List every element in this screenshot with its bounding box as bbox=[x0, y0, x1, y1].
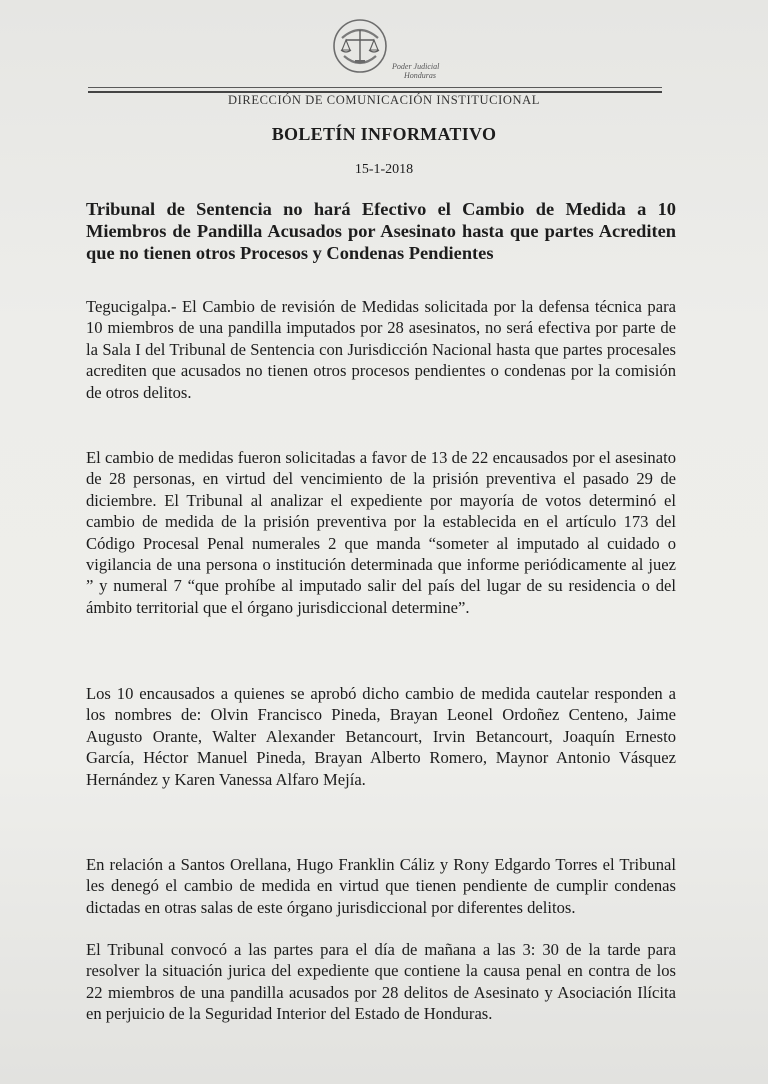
department-name: DIRECCIÓN DE COMUNICACIÓN INSTITUCIONAL bbox=[228, 93, 540, 107]
logo-caption-line1: Poder Judicial bbox=[392, 62, 440, 71]
article-paragraph-2: El cambio de medidas fueron solicitadas a favor de 13 de 22 encausados por el asesinato de 28 personas, en virtud del vencimiento de la prisión preventiva el pasado 29 de diciembre. El Tribunal al analizar el expediente por mayoría de votos determinó el cambio de medida de la prisión preventiva por la establecida en el artículo 173 del Código Procesal Penal numerales 2 que manda “someter al imputado al cuidado o vigilancia de una persona o institución determinada que informe periódicamente al juez ” y numeral 7 “que prohíbe al imputado salir del país del lugar de su residencia o del ámbito territorial que el órgano jurisdiccional determine”. bbox=[86, 448, 676, 617]
judicial-scales-icon bbox=[330, 16, 390, 78]
bulletin-title: BOLETÍN INFORMATIVO bbox=[271, 124, 497, 144]
bulletin-date: 15-1-2018 bbox=[354, 162, 414, 177]
logo-caption-line2: Honduras bbox=[404, 71, 437, 80]
article-paragraph-3: Los 10 encausados a quienes se aprobó dicho cambio de medida cautelar responden a los nombres de: Olvin Francisco Pineda, Brayan Leonel Ordoñez Centeno, Jaime Augusto Orante, Walter Alexander Betancourt, Irvin Betancourt, Joaquín Ernesto García, Héctor Manuel Pineda, Brayan Alberto Romero, Maynor Antonio Vásquez Hernández y Karen Vanessa Alfaro Mejía. bbox=[86, 684, 676, 789]
article-headline: Tribunal de Sentencia no hará Efectivo el Cambio de Medida a 10 Miembros de Pandilla Acusados por Asesinato hasta que partes Acrediten que no tienen otros Procesos y Condenas Pendientes bbox=[86, 199, 676, 263]
logo-caption bbox=[392, 62, 462, 80]
article-paragraph-5: El Tribunal convocó a las partes para el día de mañana a las 3: 30 de la tarde para resolver la situación jurica del expediente que contiene la causa penal en contra de los 22 miembros de una pandilla acusados por 28 delitos de Asesinato y Asociación Ilícita en perjuicio de la Seguridad Interior del Estado de Honduras. bbox=[86, 940, 676, 1024]
header-rule-top bbox=[88, 87, 662, 88]
article-paragraph-4: En relación a Santos Orellana, Hugo Franklin Cáliz y Rony Edgardo Torres el Tribunal les denegó el cambio de medida en virtud que tienen pendiente de cumplir condenas dictadas en otras salas de este órgano jurisdiccional por diferentes delitos. bbox=[86, 855, 676, 917]
article-paragraph-1: Tegucigalpa.- El Cambio de revisión de Medidas solicitada por la defensa técnica para 10 miembros de una pandilla imputados por 28 asesinatos, no será efectiva por parte de la Sala I del Tribunal de Sentencia con Jurisdicción Nacional hasta que partes procesales acrediten que acusados no tienen otros procesos pendientes o condenas por la comisión de otros delitos. bbox=[86, 297, 676, 402]
